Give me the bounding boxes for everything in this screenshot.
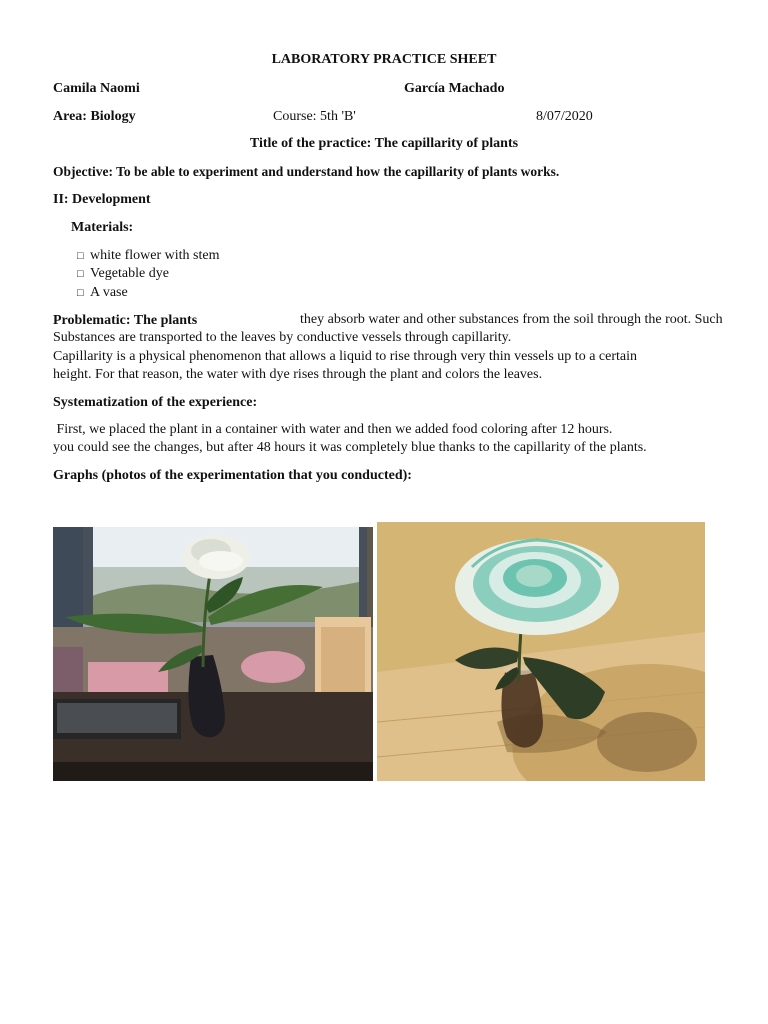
problematic-line: Substances are transported to the leaves by conductive vessels through capillarity. [53, 330, 512, 345]
problematic-line: Capillarity is a physical phenomenon that allows a liquid to rise through very thin vessels up to a certain [53, 349, 637, 364]
date-label: 8/07/2020 [536, 109, 593, 124]
systematization-heading: Systematization of the experience: [53, 395, 258, 410]
course-label: Course: 5th 'B' [273, 109, 356, 124]
graphs-heading: Graphs (photos of the experimentation that you conducted): [53, 468, 412, 483]
student-last-name: García Machado [404, 81, 505, 96]
area-label: Area: Biology [53, 109, 136, 124]
systematization-line: you could see the changes, but after 48 hours it was completely blue thanks to the capillarity of the plants. [53, 440, 647, 455]
practice-title: Title of the practice: The capillarity of plants [249, 136, 519, 151]
photo-dyed-rose [377, 522, 705, 781]
bullet-icon: □ [77, 268, 84, 280]
problematic-line: height. For that reason, the water with dye rises through the plant and colors the leaves. [53, 367, 543, 382]
problematic-label: Problematic: The plants [53, 313, 198, 328]
materials-heading: Materials: [71, 220, 134, 235]
list-item: □ white flower with stem [77, 248, 220, 263]
systematization-line: First, we placed the plant in a container with water and then we added food coloring after 12 hours. [53, 422, 613, 437]
objective-text: Objective: To be able to experiment and understand how the capillarity of plants works. [53, 164, 560, 179]
photo-white-rose [53, 527, 373, 781]
list-item: □ Vegetable dye [77, 266, 169, 281]
problematic-line: they absorb water and other substances from the soil through the root. Such [300, 312, 723, 327]
student-first-name: Camila Naomi [53, 81, 140, 96]
bullet-icon: □ [77, 250, 84, 262]
list-item: □ A vase [77, 285, 128, 300]
sheet-title: LABORATORY PRACTICE SHEET [271, 52, 497, 67]
bullet-icon: □ [77, 287, 84, 299]
development-heading: II: Development [53, 192, 151, 207]
